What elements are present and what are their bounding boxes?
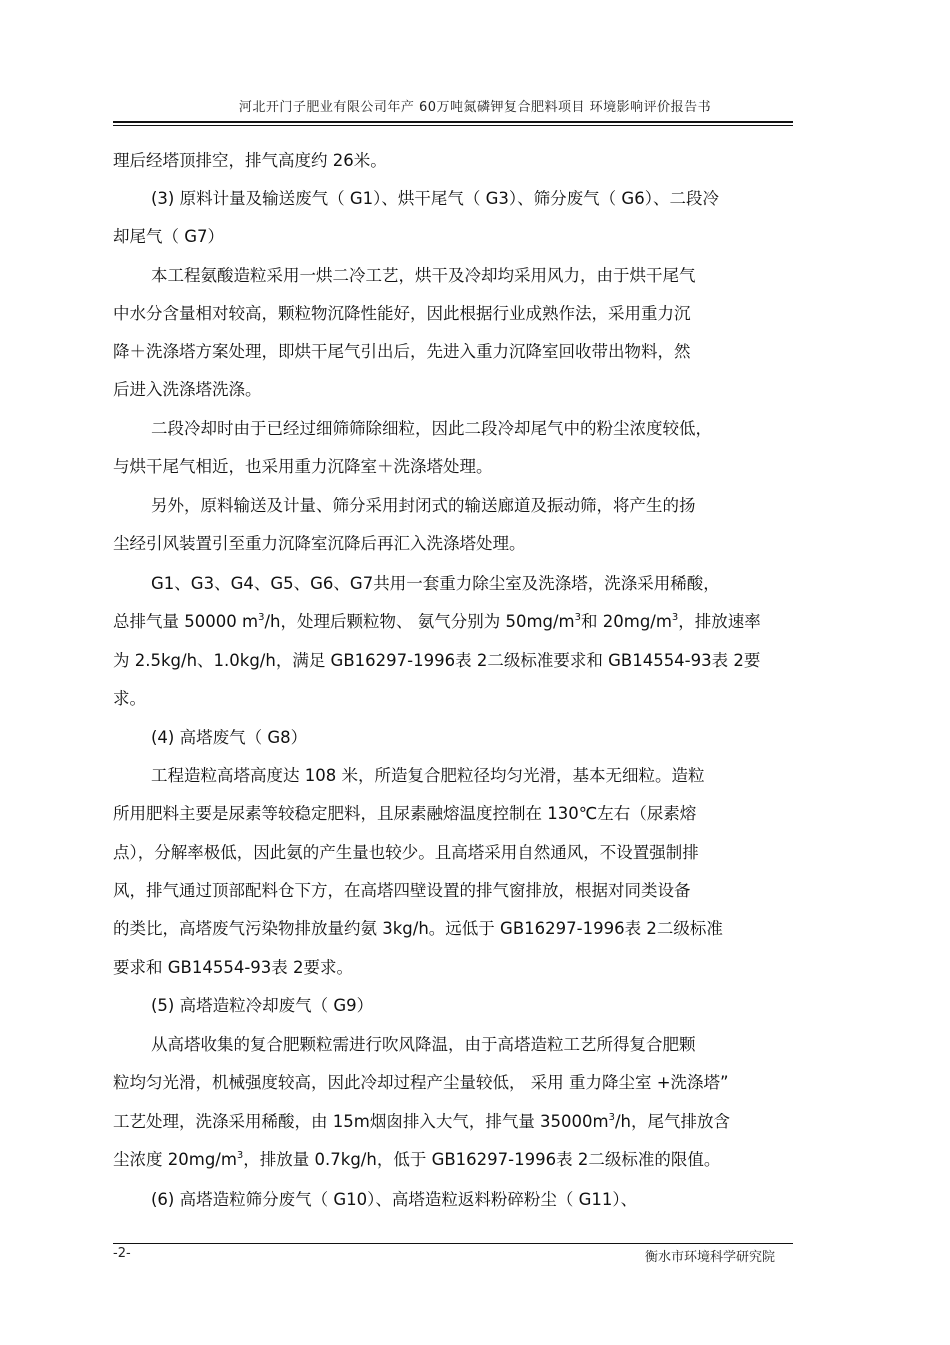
body-line: 所用肥料主要是尿素等较稳定肥料，且尿素融熔温度控制在 130℃左右（尿素熔 — [113, 804, 697, 823]
text-segment: /h，尾气排放含 — [615, 1112, 731, 1131]
body-line: 从高塔收集的复合肥颗粒需进行吹风降温，由于高塔造粒工艺所得复合肥颗 — [151, 1035, 696, 1054]
body-line: 中水分含量相对较高，颗粒物沉降性能好，因此根据行业成熟作法，采用重力沉 — [113, 304, 691, 323]
page-header: 河北开门子肥业有限公司年产 60万吨氮磷钾复合肥料项目 环境影响评价报告书 — [238, 100, 712, 115]
body-line: 风，排气通过顶部配料仓下方，在高塔四壁设置的排气窗排放，根据对同类设备 — [113, 881, 691, 900]
text-segment: 总排气量 50000 m — [113, 612, 259, 631]
body-line: 后进入洗涤塔洗涤。 — [113, 380, 262, 399]
section-heading-4: (4) 高塔废气（ G8） — [151, 728, 308, 747]
text-segment: 尘浓度 20mg/m — [113, 1150, 237, 1169]
body-line-exhaust-volume — [113, 1112, 730, 1132]
text-segment: ，排放量 0.7kg/h，低于 GB16297-1996表 2二级标准的限值。 — [243, 1150, 721, 1169]
body-line: 另外，原料输送及计量、筛分采用封闭式的输送廊道及振动筛，将产生的扬 — [151, 496, 696, 515]
footer-organization: 衡水市环境科学研究院 — [644, 1250, 775, 1265]
body-line: 二段冷却时由于已经过细筛筛除细粒，因此二段冷却尾气中的粉尘浓度较低， — [151, 419, 712, 438]
section-heading-5: (5) 高塔造粒冷却废气（ G9） — [151, 996, 374, 1015]
body-line: 降＋洗涤塔方案处理，即烘干尾气引出后，先进入重力沉降室回收带出物料，然 — [113, 342, 691, 361]
text-segment: ，排放速率 — [678, 612, 761, 631]
body-line: 点），分解率极低，因此氨的产生量也较少。且高塔采用自然通风，不设置强制排 — [113, 843, 699, 862]
body-line: 却尾气（ G7） — [113, 227, 225, 246]
body-line: 的类比，高塔废气污染物排放量约氨 3kg/h。远低于 GB16297-1996表 2二级标准 — [113, 919, 723, 938]
body-line: 理后经塔顶排空，排气高度约 26米。 — [113, 151, 387, 170]
body-line: 要求和 GB14554-93表 2要求。 — [113, 958, 354, 977]
section-heading-6: (6) 高塔造粒筛分废气（ G10）、高塔造粒返料粉碎粉尘（ G11）、 — [151, 1190, 638, 1209]
body-line: 与烘干尾气相近，也采用重力沉降室＋洗涤塔处理。 — [113, 457, 493, 476]
text-segment: 和 20mg/m — [581, 612, 672, 631]
header-rule-thin — [113, 125, 793, 126]
text-segment: 工艺处理，洗涤采用稀酸，由 15m烟囱排入大气，排气量 35000m — [113, 1112, 609, 1131]
footer-rule — [113, 1243, 793, 1244]
body-line: 粒均匀光滑，机械强度较高，因此冷却过程产尘量较低， 采用 重力降尘室 +洗涤塔” — [113, 1073, 729, 1092]
text-segment: /h，处理后颗粒物、 氨气分别为 50mg/m — [264, 612, 575, 631]
page-number: -2- — [113, 1246, 131, 1261]
superscript: 3 — [671, 612, 679, 623]
body-line-emission-rate — [113, 612, 761, 632]
body-line: 工程造粒高塔高度达 108 米，所造复合肥粒径均匀光滑，基本无细粒。造粒 — [151, 766, 705, 785]
body-line: 求。 — [113, 689, 146, 708]
body-line: G1、G3、G4、G5、G6、G7共用一套重力除尘室及洗涤塔，洗涤采用稀酸， — [151, 574, 720, 593]
body-line: 尘经引风装置引至重力沉降室沉降后再汇入洗涤塔处理。 — [113, 534, 526, 553]
body-line-dust-concentration — [113, 1150, 720, 1170]
superscript: 3 — [608, 1112, 615, 1123]
header-rule-thick — [113, 121, 793, 123]
superscript: 3 — [574, 612, 581, 623]
section-heading-3: (3) 原料计量及输送废气（ G1）、烘干尾气（ G3）、筛分废气（ G6）、二段冷 — [151, 189, 719, 208]
superscript: 3 — [236, 1150, 244, 1161]
body-line: 本工程氨酸造粒采用一烘二冷工艺，烘干及冷却均采用风力，由于烘干尾气 — [151, 266, 696, 285]
body-line: 为 2.5kg/h、1.0kg/h，满足 GB16297-1996表 2二级标准要求和 GB14554-93表 2要 — [113, 651, 761, 670]
superscript: 3 — [258, 612, 265, 623]
